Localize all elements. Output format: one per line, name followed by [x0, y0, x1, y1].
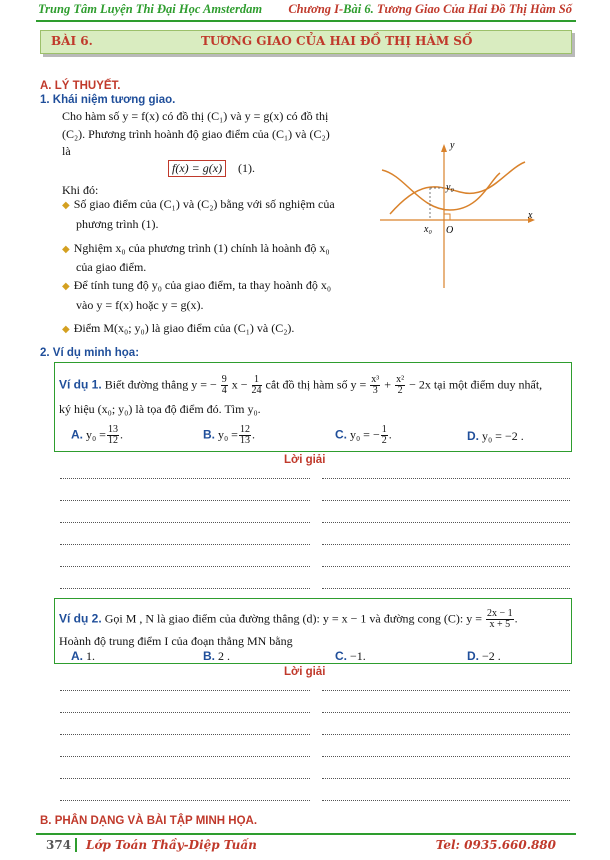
answer-line: [322, 756, 570, 757]
subsection-2-title: 2. Ví dụ minh họa:: [40, 347, 140, 359]
ex1-text-e: − 2x tại một điểm duy nhất,: [409, 377, 543, 392]
answer-line: [322, 690, 570, 691]
option-text: −1.: [350, 649, 366, 663]
answer-line: [322, 734, 570, 735]
option-text: −2 .: [482, 649, 501, 663]
bullet-1-text: Số giao điểm của (C₁) và (C₂) bằng với số nghiệm của: [73, 197, 335, 211]
frac-den: x + 5: [489, 619, 511, 630]
example-1-label: Ví dụ 1.: [59, 377, 102, 392]
ex2-option-a: [71, 649, 95, 664]
answer-line: [60, 544, 310, 545]
frac-num: 12: [239, 424, 250, 435]
frac-den: 2: [397, 385, 403, 396]
example-1-line-2: ký hiệu (x₀; y₀) là tọa độ điểm đó. Tìm y₀.: [59, 402, 261, 416]
ex1-option-c: [335, 425, 392, 446]
lesson-banner: [40, 30, 572, 54]
answer-line: [322, 588, 570, 589]
equation-tag: (1).: [238, 161, 255, 175]
ex1-text-a: Biết đường thẳng y = −: [104, 377, 217, 392]
option-frac: [107, 425, 119, 446]
bullet-icon: ◆: [62, 324, 70, 335]
bullet-2-text: Nghiệm x₀ của phương trình (1) chính là hoành độ x₀: [73, 241, 330, 255]
bullet-3: [62, 277, 331, 295]
page-number: 374: [46, 838, 77, 852]
example-2-label: Ví dụ 2.: [59, 611, 102, 626]
option-key: D.: [467, 649, 479, 663]
option-text: 1.: [86, 649, 95, 663]
header-chapter: [288, 2, 572, 17]
y0-label: y₀: [446, 182, 454, 193]
theory-line-2: (C₂). Phương trình hoành độ giao điểm của (C₁) và (C₂): [62, 127, 330, 141]
answer-line: [60, 778, 310, 779]
example-1-box: [54, 362, 572, 452]
lesson-title: TƯƠNG GIAO CỦA HAI ĐỒ THỊ HÀM SỐ: [201, 34, 473, 48]
frac-den: 24: [251, 385, 262, 396]
ex1-option-d: [467, 429, 524, 444]
page-header: [36, 2, 576, 22]
bullet-3-cont: vào y = f(x) hoặc y = g(x).: [76, 298, 204, 312]
ex1-option-a: [71, 425, 123, 446]
frac-num: 2x − 1: [486, 608, 513, 619]
example-1-line-1: [59, 375, 542, 396]
option-pre: y₀ =: [86, 427, 106, 442]
header-school: Trung Tâm Luyện Thi Đại Học Amsterdam: [38, 2, 263, 16]
option-frac: [239, 425, 251, 446]
option-post: .: [119, 427, 123, 442]
bullet-4: [62, 320, 294, 338]
option-key: D.: [467, 429, 479, 443]
bullet-icon: ◆: [62, 200, 70, 211]
answer-line: [322, 500, 570, 501]
header-chapter-b: Bài 6.: [343, 2, 374, 16]
answer-line: [60, 566, 310, 567]
footer-left: Lớp Toán Thầy-Diệp Tuấn: [86, 838, 257, 852]
bullet-2: [62, 240, 330, 258]
frac-den: 13: [239, 435, 250, 446]
option-key: B.: [203, 649, 215, 663]
subsection-1-title: 1. Khái niệm tương giao.: [40, 94, 176, 106]
ex1-text-c: cắt đồ thị hàm số y =: [265, 377, 367, 392]
frac-num: 9: [221, 374, 227, 385]
header-chapter-c: Tương Giao Của Hai Đồ Thị Hàm Số: [373, 2, 572, 16]
answer-line: [60, 800, 310, 801]
ex2-option-b: [203, 649, 230, 664]
section-a-title: A. LÝ THUYẾT.: [40, 80, 121, 92]
ex1-frac-1: [221, 375, 228, 396]
frac-num: x³: [371, 374, 380, 385]
frac-num: 13: [107, 424, 118, 435]
option-key: A.: [71, 649, 83, 663]
example-2-line-1: [59, 609, 518, 630]
theory-line-3: là: [62, 144, 71, 158]
x-axis-label: x: [528, 210, 533, 221]
ex1-text-b: x −: [231, 377, 248, 392]
answer-line: [60, 734, 310, 735]
ex1-option-b: [203, 425, 255, 446]
frac-num: 1: [252, 375, 262, 386]
option-frac: [381, 425, 388, 446]
ex1-frac-4: [395, 375, 405, 396]
answer-line: [60, 588, 310, 589]
bullet-2-cont: của giao điểm.: [76, 260, 147, 274]
example-2-line-2: Hoành độ trung điểm I của đoạn thẳng MN bằng: [59, 634, 293, 648]
answer-line: [60, 522, 310, 523]
ex1-frac-2: [252, 375, 262, 396]
ex1-frac-3: [370, 375, 380, 396]
answer-line: [60, 478, 310, 479]
frac-num: 1: [381, 424, 387, 435]
option-key: B.: [203, 427, 215, 442]
answer-line: [60, 500, 310, 501]
ex2-text-b: .: [514, 611, 518, 626]
x0-label: x₀: [424, 224, 432, 235]
equation-box: f(x) = g(x): [168, 160, 226, 177]
answer-line: [322, 778, 570, 779]
bullet-1: [62, 196, 335, 214]
answer-line: [322, 522, 570, 523]
page-footer: [36, 833, 576, 855]
answer-line: [60, 712, 310, 713]
solution-label-2: Lời giải: [284, 666, 326, 678]
option-key: C.: [335, 427, 347, 442]
origin-label: O: [446, 225, 454, 236]
ex2-frac: [486, 609, 514, 630]
khi-do-label: Khi đó:: [62, 183, 99, 197]
frac-den: 3: [372, 385, 378, 396]
bullet-3-text: Để tính tung độ y₀ của giao điểm, ta thay hoành độ x₀: [73, 278, 332, 292]
answer-line: [322, 544, 570, 545]
option-post: .: [388, 427, 392, 442]
right-angle-mark: [444, 214, 450, 220]
bullet-1-cont: phương trình (1).: [76, 217, 159, 231]
header-chapter-a: Chương I-: [288, 2, 344, 16]
ex1-text-d: +: [384, 377, 392, 392]
intersection-graph: [380, 140, 540, 290]
option-pre: y₀ =: [218, 427, 238, 442]
option-pre: y₀ = −: [350, 427, 380, 442]
frac-den: 4: [221, 385, 227, 396]
footer-right: Tel: 0935.660.880: [435, 838, 556, 852]
answer-line: [322, 800, 570, 801]
answer-line: [322, 712, 570, 713]
lesson-number: BÀI 6.: [51, 34, 93, 48]
bullet-icon: ◆: [62, 281, 70, 292]
option-text: 2 .: [218, 649, 230, 663]
bullet-icon: ◆: [62, 244, 70, 255]
option-key: A.: [71, 427, 83, 442]
frac-den: 2: [381, 435, 387, 446]
y-axis-label: y: [450, 140, 455, 151]
frac-den: 12: [107, 435, 118, 446]
answer-line: [60, 756, 310, 757]
ex2-option-d: [467, 649, 501, 664]
option-key: C.: [335, 649, 347, 663]
option-pre: y₀ = −2 .: [482, 429, 524, 443]
bullet-4-text: Điểm M(x₀; y₀) là giao điểm của (C₁) và (C₂).: [73, 321, 295, 335]
section-b-title: B. PHÂN DẠNG VÀ BÀI TẬP MINH HỌA.: [40, 815, 258, 827]
option-post: .: [251, 427, 255, 442]
solution-label-1: Lời giải: [284, 454, 326, 466]
y-axis-arrow-icon: [441, 144, 447, 152]
ex2-option-c: [335, 649, 366, 664]
example-2-box: [54, 598, 572, 664]
answer-line: [322, 478, 570, 479]
answer-line: [322, 566, 570, 567]
frac-num: x²: [396, 374, 405, 385]
answer-line: [60, 690, 310, 691]
theory-line-1: Cho hàm số y = f(x) có đồ thị (C₁) và y = g(x) có đồ thị: [62, 109, 329, 123]
ex2-text-a: Gọi M , N là giao điểm của đường thẳng (d): y = x − 1 và đường cong (C): y =: [104, 611, 482, 626]
